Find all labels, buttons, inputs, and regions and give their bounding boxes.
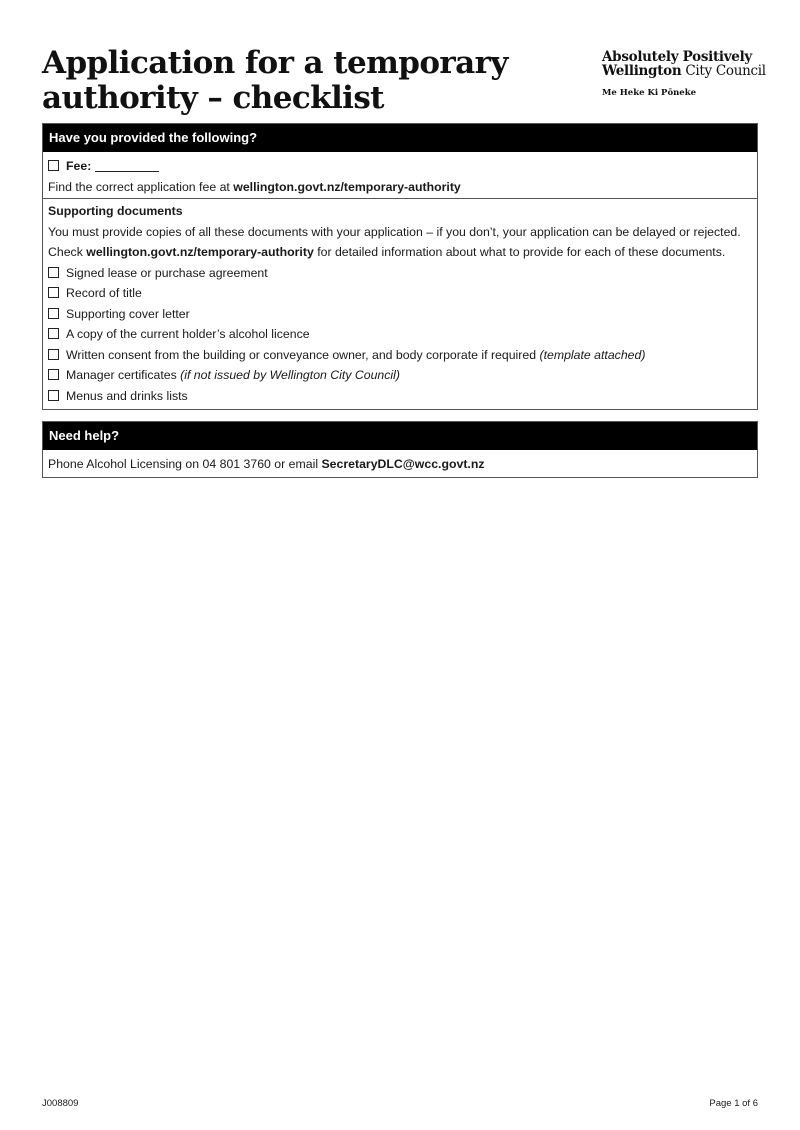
item-checkbox[interactable]	[48, 267, 59, 278]
supporting-documents-block	[43, 199, 757, 406]
fee-label: Fee:	[66, 159, 92, 173]
help-header: Need help?	[43, 422, 757, 450]
fee-input-line[interactable]	[95, 171, 159, 172]
checklist-item	[43, 263, 757, 284]
check-link[interactable]: wellington.govt.nz/temporary-authority	[86, 245, 314, 259]
help-section	[42, 421, 758, 478]
checklist-item	[43, 345, 757, 366]
document-code: J008809	[42, 1098, 79, 1109]
help-phone-text: Phone Alcohol Licensing on 04 801 3760 or email	[48, 457, 322, 471]
item-note: (if not issued by Wellington City Council)	[180, 368, 400, 382]
check-prefix: Check	[48, 245, 87, 259]
item-checkbox[interactable]	[48, 369, 59, 380]
logo-line-1: Absolutely Positively	[602, 49, 752, 65]
page-title: Application for a temporary authority – checklist	[42, 45, 508, 116]
fee-info	[43, 177, 757, 198]
logo-line-2	[602, 64, 766, 78]
fee-checkbox[interactable]	[48, 160, 59, 171]
item-label: Menus and drinks lists	[66, 388, 188, 403]
fee-block	[43, 152, 757, 199]
fee-row	[43, 156, 757, 177]
docs-intro: You must provide copies of all these documents with your application – if you don’t, your application can be delayed or rejected.	[48, 224, 741, 239]
item-label: Manager certificates	[66, 368, 181, 382]
logo-line-2-rest: City Council	[681, 63, 766, 79]
council-logo	[602, 50, 766, 98]
item-checkbox[interactable]	[48, 349, 59, 360]
item-note: (template attached)	[539, 347, 646, 362]
fee-link[interactable]: wellington.govt.nz/temporary-authority	[233, 179, 461, 194]
page-number: Page 1 of 6	[709, 1098, 758, 1109]
item-checkbox[interactable]	[48, 328, 59, 339]
checklist-item	[43, 324, 757, 345]
item-checkbox[interactable]	[48, 308, 59, 319]
checklist-item	[43, 283, 757, 304]
checklist-item	[43, 304, 757, 325]
checklist-item	[43, 386, 757, 407]
checklist-section	[42, 123, 758, 410]
checklist-header: Have you provided the following?	[43, 124, 757, 152]
item-label: Signed lease or purchase agreement	[66, 265, 268, 280]
item-checkbox[interactable]	[48, 390, 59, 401]
item-label: A copy of the current holder’s alcohol licence	[66, 327, 310, 341]
help-email-link[interactable]: SecretaryDLC@wcc.govt.nz	[321, 457, 485, 471]
fee-info-text: Find the correct application fee at	[48, 179, 234, 194]
logo-tagline: Me Heke Ki Pōneke	[602, 88, 696, 98]
docs-heading: Supporting documents	[48, 204, 183, 218]
help-text	[43, 450, 757, 475]
checklist-item	[43, 365, 757, 386]
docs-check-info	[43, 242, 757, 263]
item-checkbox[interactable]	[48, 287, 59, 298]
item-label: Written consent from the building or conveyance owner, and body corporate if required	[66, 347, 540, 362]
logo-line-2-bold: Wellington	[602, 63, 682, 79]
check-suffix: for detailed information about what to provide for each of these documents.	[313, 245, 726, 259]
item-label: Supporting cover letter	[66, 306, 190, 321]
item-label: Record of title	[66, 286, 142, 300]
